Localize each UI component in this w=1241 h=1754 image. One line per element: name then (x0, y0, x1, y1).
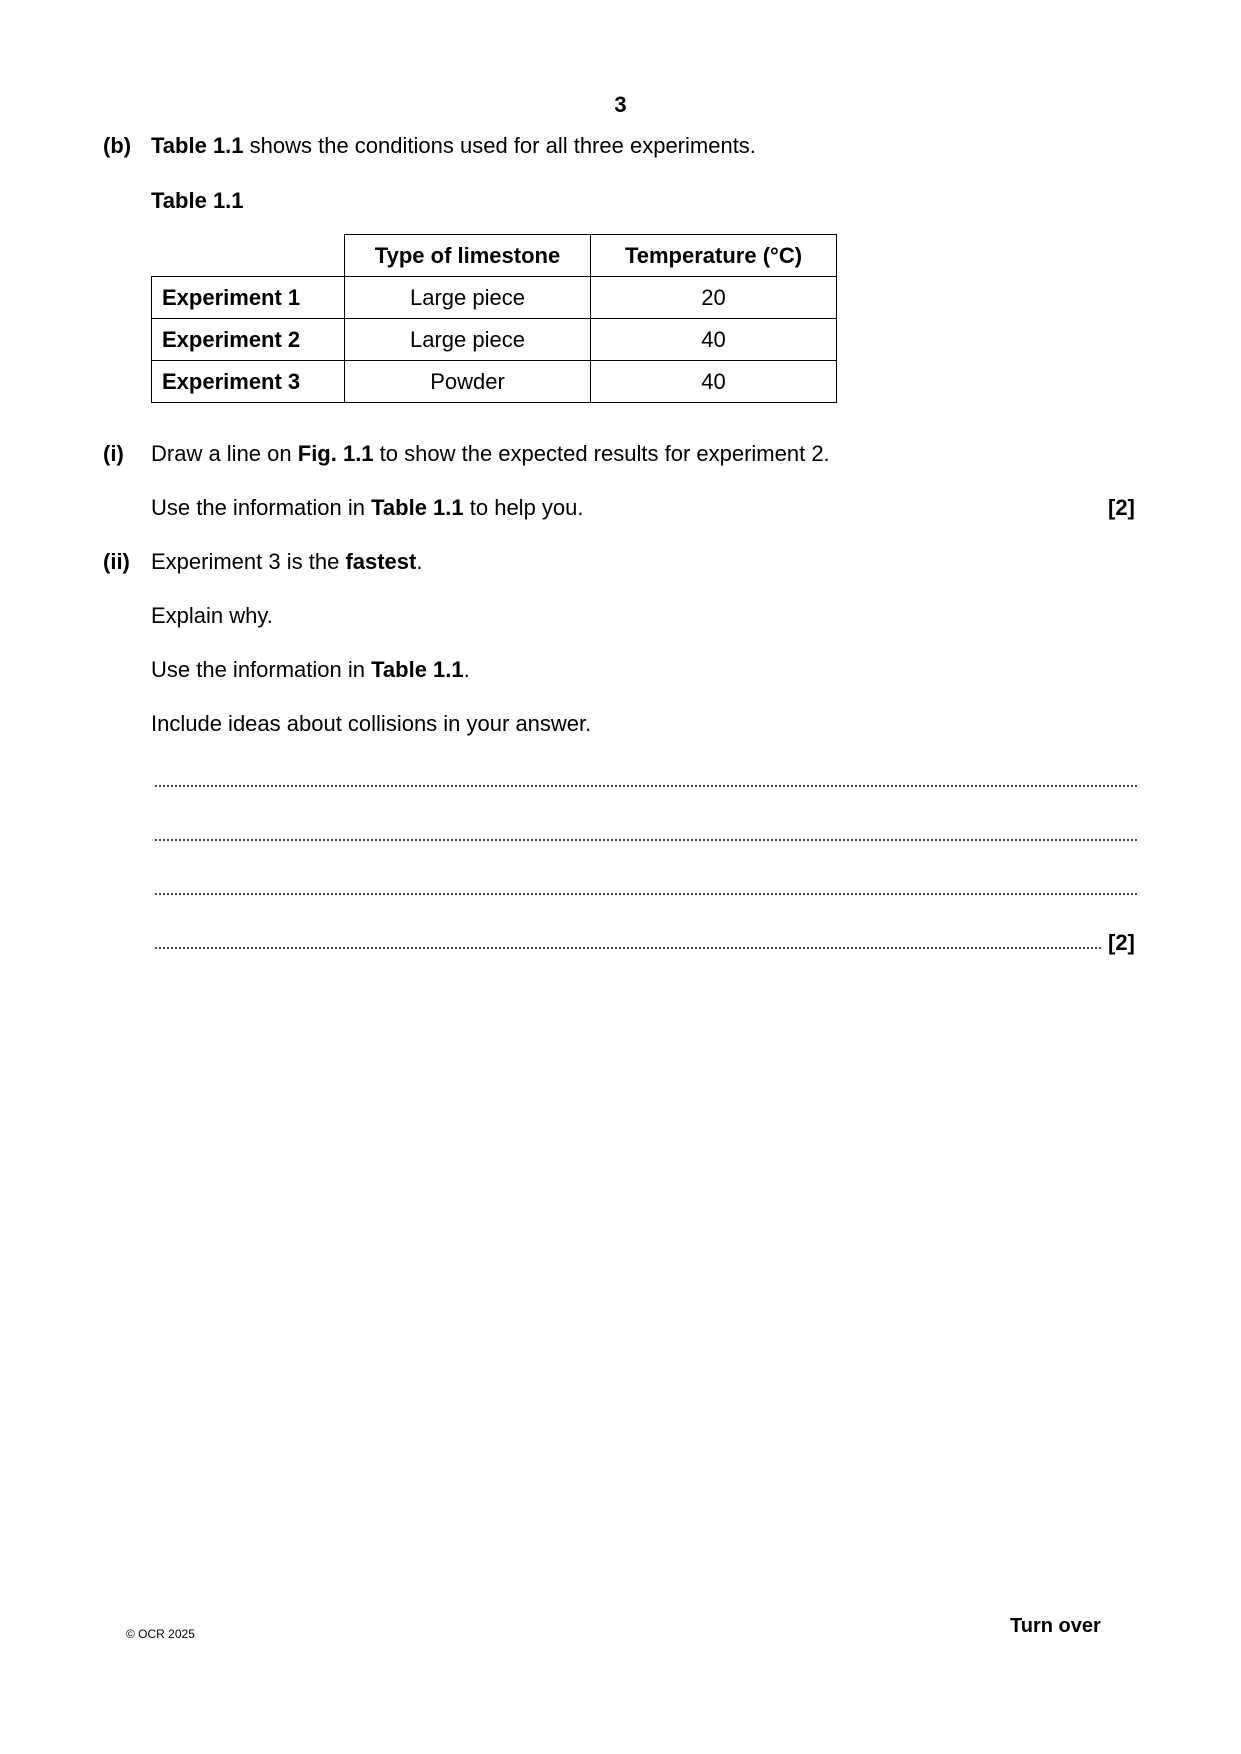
part-ii-explain: Explain why. (151, 603, 273, 628)
turn-over-label: Turn over (1010, 1615, 1101, 1637)
table-header-row (152, 235, 837, 277)
table-cell-temperature: 20 (591, 277, 837, 319)
part-i-marks: [2] (1108, 495, 1135, 520)
part-ii-marks: [2] (1108, 930, 1135, 955)
table-cell-limestone: Large piece (345, 319, 591, 361)
answer-line[interactable] (155, 893, 1137, 895)
table-caption: Table 1.1 (151, 188, 244, 213)
answer-line[interactable] (155, 785, 1137, 787)
part-ii-statement (151, 549, 422, 575)
copyright-notice: © OCR 2025 (126, 1627, 195, 1641)
table-reference: Table 1.1 (151, 133, 244, 158)
text-segment: Use the information in (151, 657, 372, 682)
text-segment: to show the expected results for experiment 2. (373, 441, 830, 466)
figure-reference: Fig. 1.1 (297, 441, 374, 466)
part-ii-use-info (151, 657, 470, 683)
part-i-instruction (151, 441, 830, 467)
emphasis-fastest: fastest (345, 549, 417, 574)
table-row (152, 277, 837, 319)
text-segment: . (416, 549, 423, 574)
table-row-label: Experiment 3 (152, 361, 345, 403)
text-segment: Use the information in (151, 495, 372, 520)
table-cell-temperature: 40 (591, 361, 837, 403)
part-ii-collisions: Include ideas about collisions in your answer. (151, 711, 592, 736)
table-row-label: Experiment 1 (152, 277, 345, 319)
table-cell-limestone: Powder (345, 361, 591, 403)
answer-line[interactable] (155, 947, 1101, 949)
part-i-label: (i) (103, 441, 124, 466)
text-segment: to help you. (463, 495, 584, 520)
table-row (152, 361, 837, 403)
table-header-temperature: Temperature (°C) (591, 235, 837, 277)
table-reference: Table 1.1 (371, 657, 464, 682)
table-cell-temperature: 40 (591, 319, 837, 361)
answer-line[interactable] (155, 839, 1137, 841)
table-corner-cell (152, 235, 345, 277)
table-cell-limestone: Large piece (345, 277, 591, 319)
text-segment: . (463, 657, 470, 682)
table-reference: Table 1.1 (371, 495, 464, 520)
part-b-label: (b) (103, 133, 132, 158)
text-segment: Experiment 3 is the (151, 549, 346, 574)
table-header-limestone: Type of limestone (345, 235, 591, 277)
text-segment: Draw a line on (151, 441, 298, 466)
part-b-intro (151, 133, 756, 159)
table-row-label: Experiment 2 (152, 319, 345, 361)
part-b-intro-text: shows the conditions used for all three experiments. (243, 133, 756, 158)
part-i-hint (151, 495, 584, 521)
page-number: 3 (614, 92, 627, 117)
table-row (152, 319, 837, 361)
part-ii-label: (ii) (103, 549, 130, 574)
conditions-table (151, 234, 837, 403)
